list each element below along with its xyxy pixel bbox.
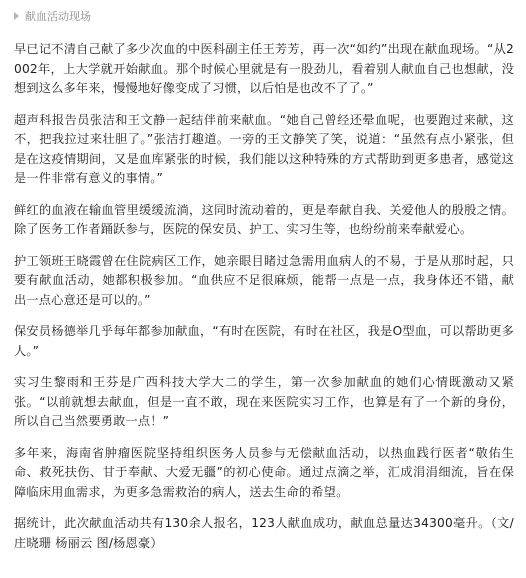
article-body (14, 40, 514, 553)
paragraph-interns: 实习生黎雨和王芬是广西科技大学大二的学生，第一次参加献血的她们心情既激动又紧张。“以前就想去献血，但是一直不敢，现在来医院实习工作，也算是有了一个新的身份，所以自己当然要勇敢一点！” (14, 375, 514, 428)
paragraph-security-guard: 保安员杨德举几乎每年都参加献血，“有时在医院，有时在社区，我是O型血，可以帮助更多人。” (14, 324, 514, 358)
paragraph-statistics: 据统计，此次献血活动共有130余人报名，123人献血成功，献血总量达34300毫升。（文/庄晓珊 杨丽云 图/杨恩豪） (14, 516, 514, 550)
caption-text: 献血活动现场 (25, 10, 91, 23)
paragraph-nurse-leader: 护工领班王晓霞曾在住院病区工作，她亲眼目睹过急需用血病人的不易，于是从那时起，只要有献血活动，她都积极参加。“血供应不足很麻烦，能帮一点是一点，我身体还不错，献出一点心意还是可以的。” (14, 253, 514, 307)
paragraph-doctor-wang: 早已记不清自己献了多少次血的中医科副主任王芳芳，再一次“如约”出现在献血现场。“从2002年，上大学就开始献血。那个时候心里就是有一股劲儿，看着别人献血自己也想献，没想到这么多年来，慢慢地好像变成了习惯，以后怕是也改不了了。” (14, 42, 514, 95)
paragraph-ultrasound-staff: 超声科报告员张洁和王文静一起结伴前来献血。“她自己曾经还晕血呢，也要跑过来献，这不，把我拉过来壮胆了。”张洁打趣道。一旁的王文静笑了笑，说道：“虽然有点小紧张，但是在这疫情期间，又是血库紧张的时候，我们能以这种特殊的方式帮助到更多患者，感觉这是一件非常有意义的事情。” (14, 112, 514, 185)
caption-triangle-icon (14, 12, 19, 20)
paragraph-blood-flow: 鲜红的血液在输血管里缓缓流淌，这同时流动着的，更是奉献自我、关爱他人的殷殷之情。除了医务工作者踊跃参与，医院的保安员、护工、实习生等，也纷纷前来奉献爱心。 (14, 202, 514, 236)
image-caption (14, 6, 514, 26)
paragraph-hospital-mission: 多年来，海南省肿瘤医院坚持组织医务人员参与无偿献血活动，以热血践行医者“敬佑生命、救死扶伤、甘于奉献、大爱无疆”的初心使命。通过点滴之举，汇成涓涓细流，旨在保障临床用血需求，为更多急需救治的病人，送去生命的希望。 (14, 445, 514, 499)
